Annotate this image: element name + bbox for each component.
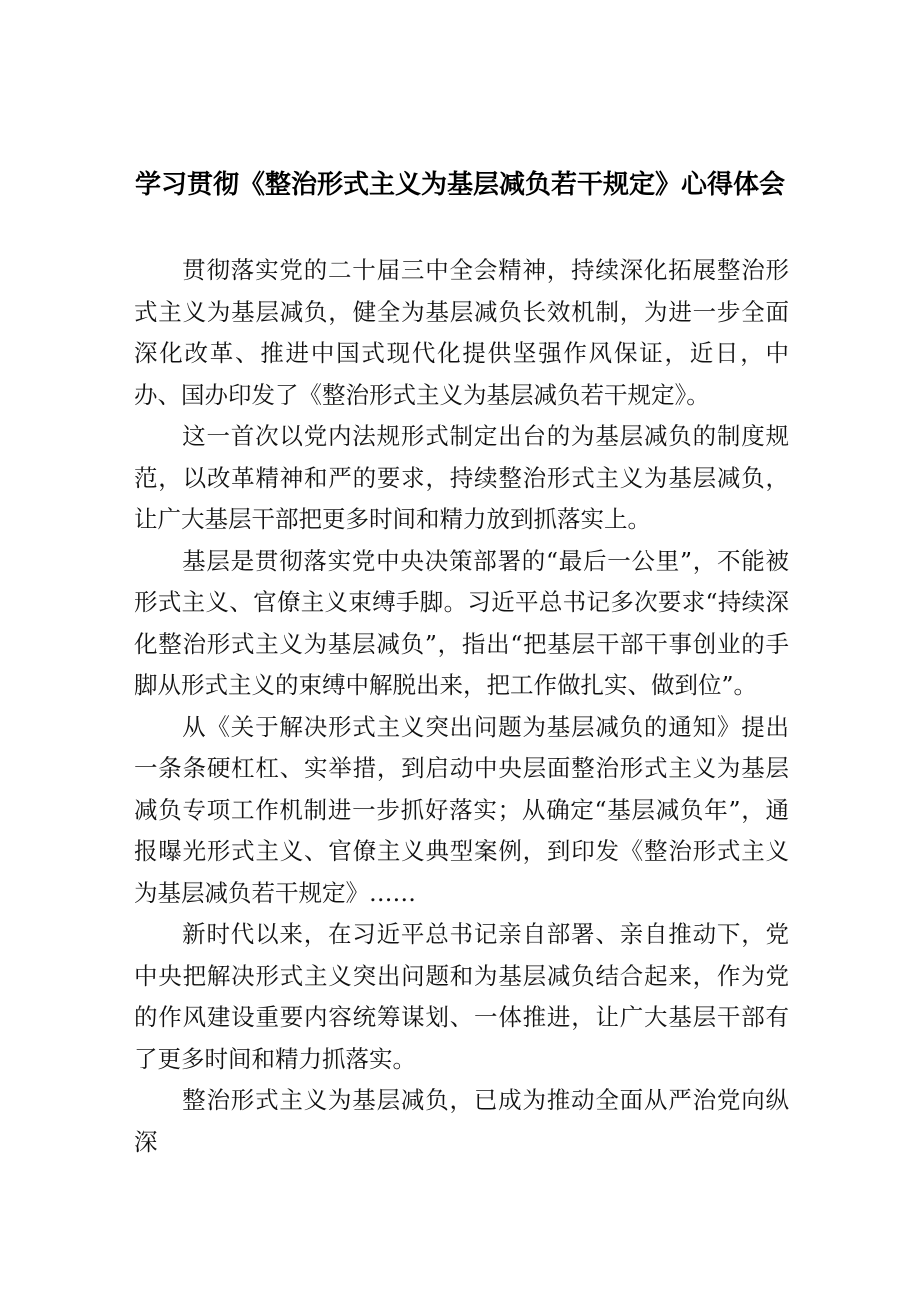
- document-title: 学习贯彻《整治形式主义为基层减负若干规定》心得体会: [134, 170, 785, 200]
- paragraph-3: 基层是贯彻落实党中央决策部署的“最后一公里”，不能被形式主义、官僚主义束缚手脚。习近平总书记多次要求“持续深化整治形式主义为基层减负”，指出“把基层干部干事创业的手脚从形式主义的束缚中解脱出来，把工作做扎实、做到位”。: [134, 546, 789, 699]
- paragraph-2: 这一首次以党内法规形式制定出台的为基层减负的制度规范，以改革精神和严的要求，持续整治形式主义为基层减负，让广大基层干部把更多时间和精力放到抓落实上。: [134, 422, 789, 533]
- document-body: [134, 250, 789, 1163]
- paragraph-1: 贯彻落实党的二十届三中全会精神，持续深化拓展整治形式主义为基层减负，健全为基层减负长效机制，为进一步全面深化改革、推进中国式现代化提供坚强作风保证，近日，中办、国办印发了《整治形式主义为基层减负若干规定》。: [134, 256, 789, 409]
- paragraph-4: 从《关于解决形式主义突出问题为基层减负的通知》提出一条条硬杠杠、实举措，到启动中央层面整治形式主义为基层减负专项工作机制进一步抓好落实；从确定“基层减负年”，通报曝光形式主义、官僚主义典型案例，到印发《整治形式主义为基层减负若干规定》……: [134, 712, 789, 907]
- paragraph-5: 新时代以来，在习近平总书记亲自部署、亲自推动下，党中央把解决形式主义突出问题和为基层减负结合起来，作为党的作风建设重要内容统筹谋划、一体推进，让广大基层干部有了更多时间和精力抓落实。: [134, 920, 789, 1073]
- paragraph-6: 整治形式主义为基层减负，已成为推动全面从严治党向纵深: [134, 1086, 789, 1156]
